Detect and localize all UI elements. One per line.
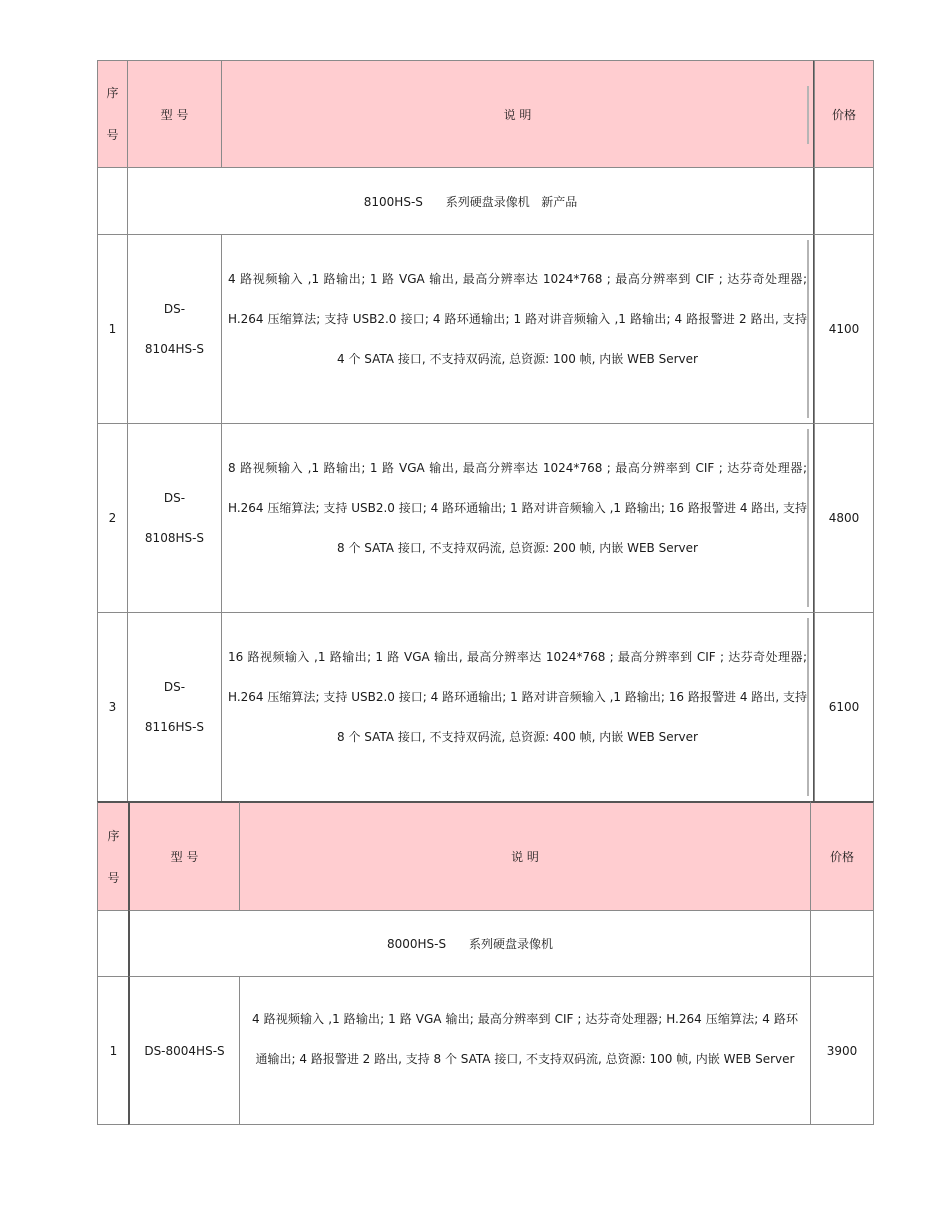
header-index-char-1: 序 [107,828,120,843]
header-model-label: 型 号 [160,107,189,122]
row-1-index [97,234,128,424]
row-1-model [128,976,240,1125]
row-3-price [814,612,874,802]
divider-mark [807,240,809,418]
model-prefix: DS- [163,491,186,505]
series-title-cell [127,167,815,235]
model-prefix: DS- [163,680,186,694]
row-1-price [814,234,874,424]
price-value: 4100 [828,322,860,336]
row-1-index [97,976,130,1125]
row-3-model [127,612,222,802]
header-desc-label: 说 明 [503,107,532,122]
header-price-label: 价格 [829,850,854,864]
header-index-char-2: 号 [106,128,119,142]
price-value: 4800 [828,511,860,525]
row-1-description [221,234,815,424]
row-2-index [97,423,128,613]
divider-mark [807,429,809,607]
header-index-char-1: 序 [106,86,119,100]
header-index-char-2: 号 [107,870,120,885]
description-text: 4 路视频输入 ,1 路输出; 1 路 VGA 输出, 最高分辨率达 1024*768 ; 最高分辨率到 CIF ; 达芬奇处理器; H.264 压缩算法; 支持 USB2.0 接口; 4 路环通输出; 1 路对讲音频输入 ,1 路输出; 4 路报警进 2 路出, 支持 4 个 SATA 接口, 不支持双码流, 总资源: 100 帧, 内嵌 WEB Server [228,272,807,366]
header-index [97,60,128,168]
row-index-value: 2 [108,511,117,525]
row-2-description [221,423,815,613]
row-3-index [97,612,128,802]
model-suffix: 8116HS-S [144,720,205,734]
description-text: 4 路视频输入 ,1 路输出; 1 路 VGA 输出; 最高分辨率到 CIF ; 达芬奇处理器; H.264 压缩算法; 4 路环通输出; 4 路报警进 2 路出, 支持 8 个 SATA 接口, 不支持双码流, 总资源: 100 帧, 内嵌 WEB Server [252,1012,798,1066]
row-index-value: 1 [108,322,117,336]
series-title-cell [128,910,811,977]
description-text: 8 路视频输入 ,1 路输出; 1 路 VGA 输出, 最高分辨率达 1024*768 ; 最高分辨率到 CIF ; 达芬奇处理器; H.264 压缩算法; 支持 USB2.0 接口; 4 路环通输出; 1 路对讲音频输入 ,1 路输出; 16 路报警进 4 路出, 支持 8 个 SATA 接口, 不支持双码流, 总资源: 200 帧, 内嵌 WEB Server [228,461,807,555]
divider-mark [807,618,809,796]
row-1-model [127,234,222,424]
header-price [810,801,874,911]
header-price-label: 价格 [831,107,856,122]
header-price [814,60,874,168]
row-1-description [239,976,811,1125]
model-value: DS-8004HS-S [144,1043,225,1058]
series-index-cell [97,167,128,235]
series-price-cell [814,167,874,235]
series-index-cell [97,910,130,977]
model-suffix: 8104HS-S [144,342,205,356]
header-index [97,801,130,911]
header-model [127,60,222,168]
row-index-value: 1 [109,1043,118,1058]
row-1-price [810,976,874,1125]
header-description [239,801,811,911]
description-text: 16 路视频输入 ,1 路输出; 1 路 VGA 输出, 最高分辨率达 1024*768 ; 最高分辨率到 CIF ; 达芬奇处理器; H.264 压缩算法; 支持 USB2.0 接口; 4 路环通输出; 1 路对讲音频输入 ,1 路输出; 16 路报警进 4 路出, 支持 8 个 SATA 接口, 不支持双码流, 总资源: 400 帧, 内嵌 WEB Server [228,650,807,744]
model-suffix: 8108HS-S [144,531,205,545]
row-index-value: 3 [108,700,117,714]
header-model-label: 型 号 [170,850,199,864]
row-2-price [814,423,874,613]
row-3-description [221,612,815,802]
series-title: 8100HS-S 系列硬盘录像机 新产品 [363,194,578,209]
divider-mark [807,86,809,144]
series-price-cell [810,910,874,977]
header-desc-label: 说 明 [511,850,539,864]
price-value: 6100 [828,700,860,714]
model-prefix: DS- [163,302,186,316]
header-model [128,801,240,911]
price-value: 3900 [826,1043,858,1058]
row-2-model [127,423,222,613]
header-description [221,60,815,168]
series-title: 8000HS-S 系列硬盘录像机 [386,937,553,951]
